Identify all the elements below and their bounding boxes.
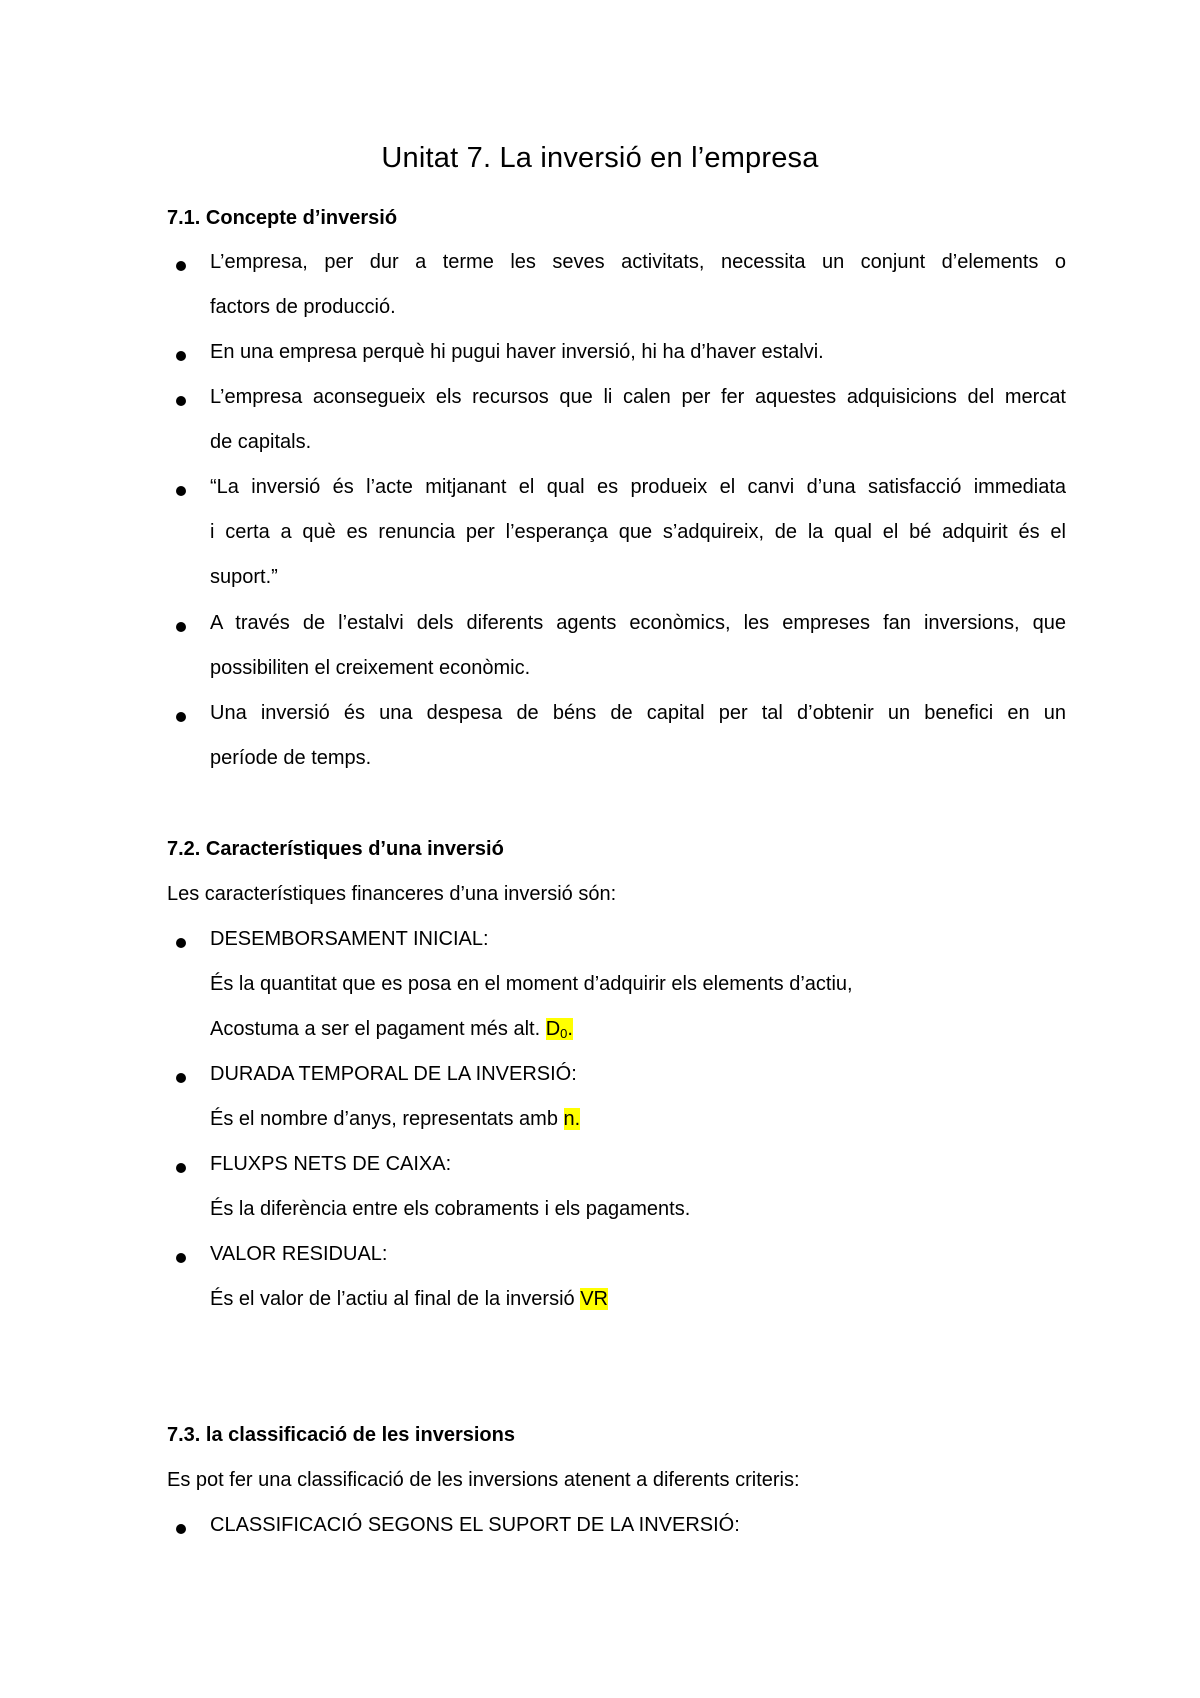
bullet-icon: [176, 938, 186, 948]
item-label: VALOR RESIDUAL:: [210, 1243, 388, 1265]
section-heading-7-3: 7.3. la classificació de les inversions: [167, 1424, 515, 1446]
item-label: DURADA TEMPORAL DE LA INVERSIÓ:: [210, 1063, 577, 1085]
paragraph-line: suport.”: [210, 566, 278, 588]
paragraph-line: L’empresa, per dur a terme les seves activitats, necessita un conjunt d’elements o: [210, 251, 1066, 273]
paragraph-line: període de temps.: [210, 747, 372, 769]
item-label: FLUXPS NETS DE CAIXA:: [210, 1153, 452, 1175]
section-heading-7-1: 7.1. Concepte d’inversió: [167, 207, 398, 229]
bullet-icon: [176, 622, 186, 632]
bullet-icon: [176, 712, 186, 722]
bullet-icon: [176, 1163, 186, 1173]
item-description: [210, 1018, 573, 1041]
bullet-icon: [176, 486, 186, 496]
symbol-text: D: [545, 1018, 561, 1040]
item-description: [210, 1288, 608, 1311]
item-description: És la diferència entre els cobraments i els pagaments.: [210, 1198, 691, 1220]
symbol-subscript: 0: [560, 1026, 568, 1041]
paragraph-line: de capitals.: [210, 431, 312, 453]
section-heading-7-2: 7.2. Característiques d’una inversió: [167, 838, 504, 860]
bullet-icon: [176, 351, 186, 361]
bullet-icon: [176, 1524, 186, 1534]
symbol-period: .: [567, 1018, 573, 1040]
item-label: CLASSIFICACIÓ SEGONS EL SUPORT DE LA INVERSIÓ:: [210, 1514, 740, 1536]
item-description: És la quantitat que es posa en el moment d’adquirir els elements d’actiu,: [210, 973, 853, 995]
description-text: Acostuma a ser el pagament més alt.: [210, 1018, 546, 1040]
section-intro: Es pot fer una classificació de les inversions atenent a diferents criteris:: [167, 1469, 800, 1491]
description-text: És el valor de l’actiu al final de la inversió: [210, 1288, 581, 1310]
paragraph-line: factors de producció.: [210, 296, 396, 318]
item-description: [210, 1108, 580, 1131]
highlighted-symbol: VR: [580, 1288, 608, 1310]
bullet-icon: [176, 1073, 186, 1083]
paragraph-line: “La inversió és l’acte mitjanant el qual es produeix el canvi d’una satisfacció immediata: [210, 476, 1066, 498]
paragraph-line: possibiliten el creixement econòmic.: [210, 657, 531, 679]
page-title: Unitat 7. La inversió en l’empresa: [381, 142, 819, 174]
paragraph-line: L’empresa aconsegueix els recursos que li calen per fer aquestes adquisicions del mercat: [210, 386, 1066, 408]
section-intro: Les característiques financeres d’una inversió són:: [167, 883, 617, 905]
bullet-icon: [176, 261, 186, 271]
bullet-icon: [176, 396, 186, 406]
paragraph-line: Una inversió és una despesa de béns de capital per tal d’obtenir un benefici en un: [210, 702, 1066, 724]
highlighted-symbol: n.: [563, 1108, 581, 1130]
description-text: És el nombre d’anys, representats amb: [210, 1108, 564, 1130]
paragraph-line: En una empresa perquè hi pugui haver inversió, hi ha d’haver estalvi.: [210, 341, 824, 363]
paragraph-line: i certa a què es renuncia per l’esperança que s’adquireix, de la qual el bé adquirit és el: [210, 521, 1066, 543]
item-label: DESEMBORSAMENT INICIAL:: [210, 928, 489, 950]
highlighted-symbol: [546, 1018, 573, 1040]
paragraph-line: A través de l’estalvi dels diferents agents econòmics, les empreses fan inversions, que: [210, 612, 1066, 634]
bullet-icon: [176, 1253, 186, 1263]
